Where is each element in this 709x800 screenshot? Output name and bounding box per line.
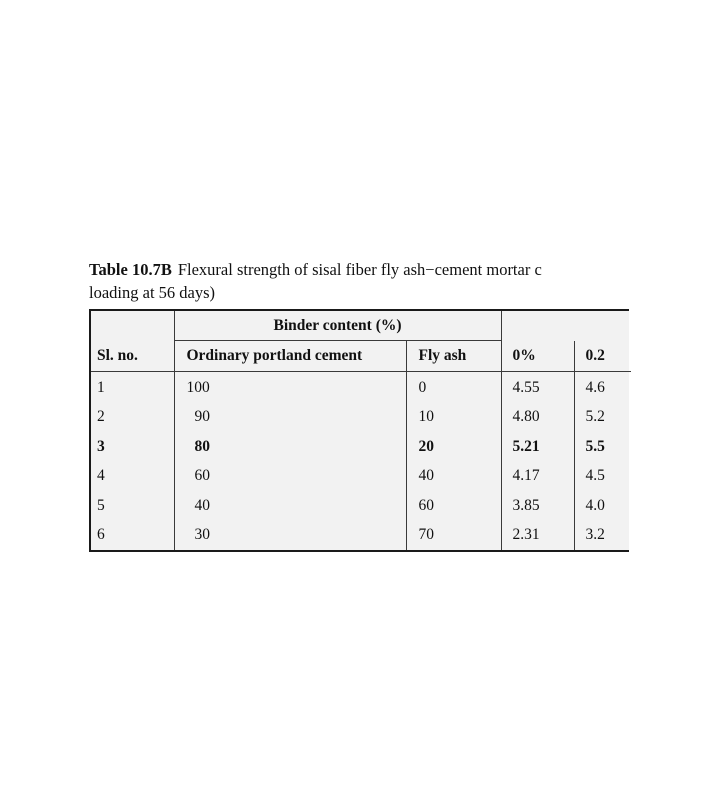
opc-cell (174, 491, 406, 521)
opc-value: 90 (194, 408, 210, 426)
opc-cell (174, 462, 406, 492)
table-row (91, 372, 631, 403)
caption-line-2: loading at 56 days) (89, 283, 216, 302)
fiber-0-cell: 4.80 (501, 403, 574, 433)
sl-no-header: Sl. no. (91, 341, 174, 372)
fiber-0-header: 0% (501, 341, 574, 372)
header-spacer (91, 311, 174, 341)
sl-no-cell: 4 (97, 467, 105, 485)
fly-ash-cell: 20 (406, 432, 501, 462)
opc-value: 40 (194, 496, 210, 514)
caption-line-1 (89, 258, 709, 281)
fiber-0-cell: 5.21 (501, 432, 574, 462)
sl-no-cell: 2 (97, 408, 105, 426)
sl-no-cell: 3 (97, 437, 105, 455)
table-caption (89, 258, 709, 304)
fiber-0-cell: 3.85 (501, 491, 574, 521)
fly-ash-header: Fly ash (406, 341, 501, 372)
table-row (91, 403, 631, 433)
sl-no-cell: 6 (97, 526, 105, 544)
fly-ash-cell: 70 (406, 521, 501, 551)
fly-ash-cell: 0 (406, 372, 501, 403)
table-row (91, 491, 631, 521)
fiber-0-cell: 4.17 (501, 462, 574, 492)
table-row (91, 432, 631, 462)
table-group-header-row (91, 311, 631, 341)
data-table-frame (89, 309, 629, 552)
sl-no-cell: 1 (97, 378, 105, 396)
fly-ash-cell: 60 (406, 491, 501, 521)
fiber-02-cell: 4.0 (574, 491, 631, 521)
fiber-02-header: 0.2 (574, 341, 631, 372)
fiber-02-cell: 3.2 (574, 521, 631, 551)
opc-value: 60 (194, 467, 210, 485)
opc-cell (174, 403, 406, 433)
table-column-header-row (91, 341, 631, 372)
fiber-02-cell: 5.2 (574, 403, 631, 433)
opc-value: 30 (194, 526, 210, 544)
flexural-strength-table (91, 311, 631, 550)
fiber-02-cell: 4.6 (574, 372, 631, 403)
binder-content-header: Binder content (%) (174, 311, 501, 341)
opc-value: 80 (194, 437, 210, 455)
table-row (91, 462, 631, 492)
table-row (91, 521, 631, 551)
table-number: Table 10.7B (89, 260, 172, 279)
fly-ash-cell: 10 (406, 403, 501, 433)
sl-no-cell: 5 (97, 496, 105, 514)
fly-ash-cell: 40 (406, 462, 501, 492)
opc-header: Ordinary portland cement (174, 341, 406, 372)
opc-cell: 100 (174, 372, 406, 403)
fiber-0-cell: 2.31 (501, 521, 574, 551)
fiber-content-header (501, 311, 631, 341)
fiber-02-cell: 4.5 (574, 462, 631, 492)
fiber-02-cell: 5.5 (574, 432, 631, 462)
opc-cell (174, 521, 406, 551)
opc-cell (174, 432, 406, 462)
fiber-0-cell: 4.55 (501, 372, 574, 403)
caption-title: Flexural strength of sisal fiber fly ash−cement mortar c (177, 260, 542, 279)
